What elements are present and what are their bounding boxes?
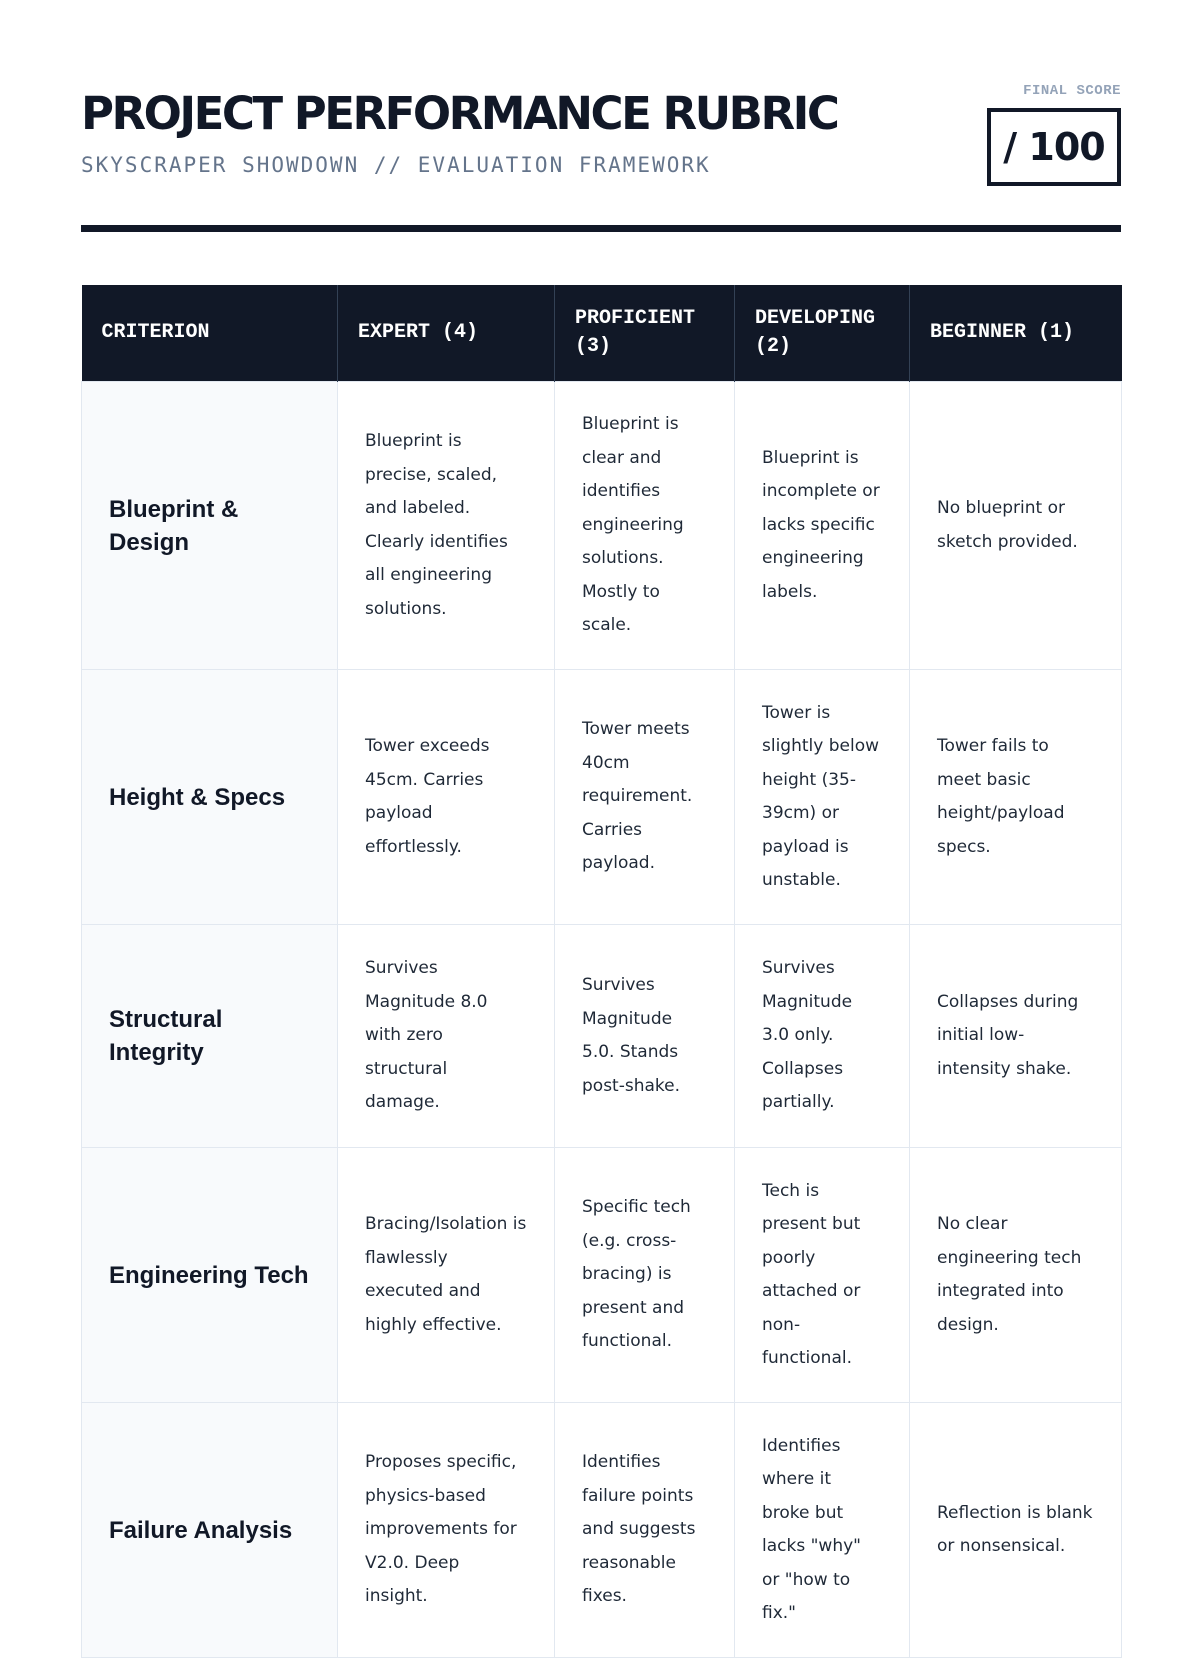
table-row bbox=[82, 925, 1122, 1148]
expert-cell: Survives Magnitude 8.0 with zero structural damage. bbox=[338, 925, 555, 1148]
column-header-proficient: PROFICIENT (3) bbox=[555, 285, 735, 382]
developing-cell: Survives Magnitude 3.0 only. Collapses partially. bbox=[735, 925, 910, 1148]
developing-cell: Identifies where it broke but lacks "why" or "how to fix." bbox=[735, 1403, 910, 1658]
column-header-expert: EXPERT (4) bbox=[338, 285, 555, 382]
expert-cell: Bracing/Isolation is flawlessly executed and highly effective. bbox=[338, 1148, 555, 1403]
table-header-row bbox=[82, 285, 1122, 382]
rubric-table bbox=[81, 285, 1122, 1658]
page-header bbox=[81, 0, 1121, 232]
criterion-cell: Height & Specs bbox=[82, 670, 338, 925]
table-row bbox=[82, 670, 1122, 925]
expert-cell: Proposes specific, physics-based improvements for V2.0. Deep insight. bbox=[338, 1403, 555, 1658]
expert-cell: Blueprint is precise, scaled, and labeled. Clearly identifies all engineering solutions. bbox=[338, 382, 555, 670]
header-divider bbox=[81, 225, 1121, 232]
proficient-cell: Tower meets 40cm requirement. Carries payload. bbox=[555, 670, 735, 925]
column-header-developing: DEVELOPING (2) bbox=[735, 285, 910, 382]
criterion-cell: Blueprint & Design bbox=[82, 382, 338, 670]
beginner-cell: Reflection is blank or nonsensical. bbox=[910, 1403, 1122, 1658]
beginner-cell: Collapses during initial low-intensity shake. bbox=[910, 925, 1122, 1148]
column-header-beginner: BEGINNER (1) bbox=[910, 285, 1122, 382]
rubric-page bbox=[81, 0, 1121, 1623]
developing-cell: Tower is slightly below height (35-39cm) or payload is unstable. bbox=[735, 670, 910, 925]
criterion-cell: Engineering Tech bbox=[82, 1148, 338, 1403]
column-header-criterion: CRITERION bbox=[82, 285, 338, 382]
final-score-label: FINAL SCORE bbox=[1023, 83, 1121, 99]
proficient-cell: Specific tech (e.g. cross-bracing) is present and functional. bbox=[555, 1148, 735, 1403]
table-row bbox=[82, 382, 1122, 670]
beginner-cell: No blueprint or sketch provided. bbox=[910, 382, 1122, 670]
page-title: PROJECT PERFORMANCE RUBRIC bbox=[81, 87, 838, 140]
table-row bbox=[82, 1148, 1122, 1403]
developing-cell: Blueprint is incomplete or lacks specific engineering labels. bbox=[735, 382, 910, 670]
final-score bbox=[987, 82, 1121, 186]
table-row bbox=[82, 1403, 1122, 1658]
criterion-cell: Structural Integrity bbox=[82, 925, 338, 1148]
beginner-cell: No clear engineering tech integrated into design. bbox=[910, 1148, 1122, 1403]
proficient-cell: Blueprint is clear and identifies engineering solutions. Mostly to scale. bbox=[555, 382, 735, 670]
expert-cell: Tower exceeds 45cm. Carries payload effortlessly. bbox=[338, 670, 555, 925]
proficient-cell: Survives Magnitude 5.0. Stands post-shake. bbox=[555, 925, 735, 1148]
proficient-cell: Identifies failure points and suggests reasonable fixes. bbox=[555, 1403, 735, 1658]
final-score-box: / 100 bbox=[987, 108, 1121, 186]
beginner-cell: Tower fails to meet basic height/payload specs. bbox=[910, 670, 1122, 925]
developing-cell: Tech is present but poorly attached or non-functional. bbox=[735, 1148, 910, 1403]
criterion-cell: Failure Analysis bbox=[82, 1403, 338, 1658]
page-subtitle: SKYSCRAPER SHOWDOWN // EVALUATION FRAMEWORK bbox=[81, 153, 711, 177]
